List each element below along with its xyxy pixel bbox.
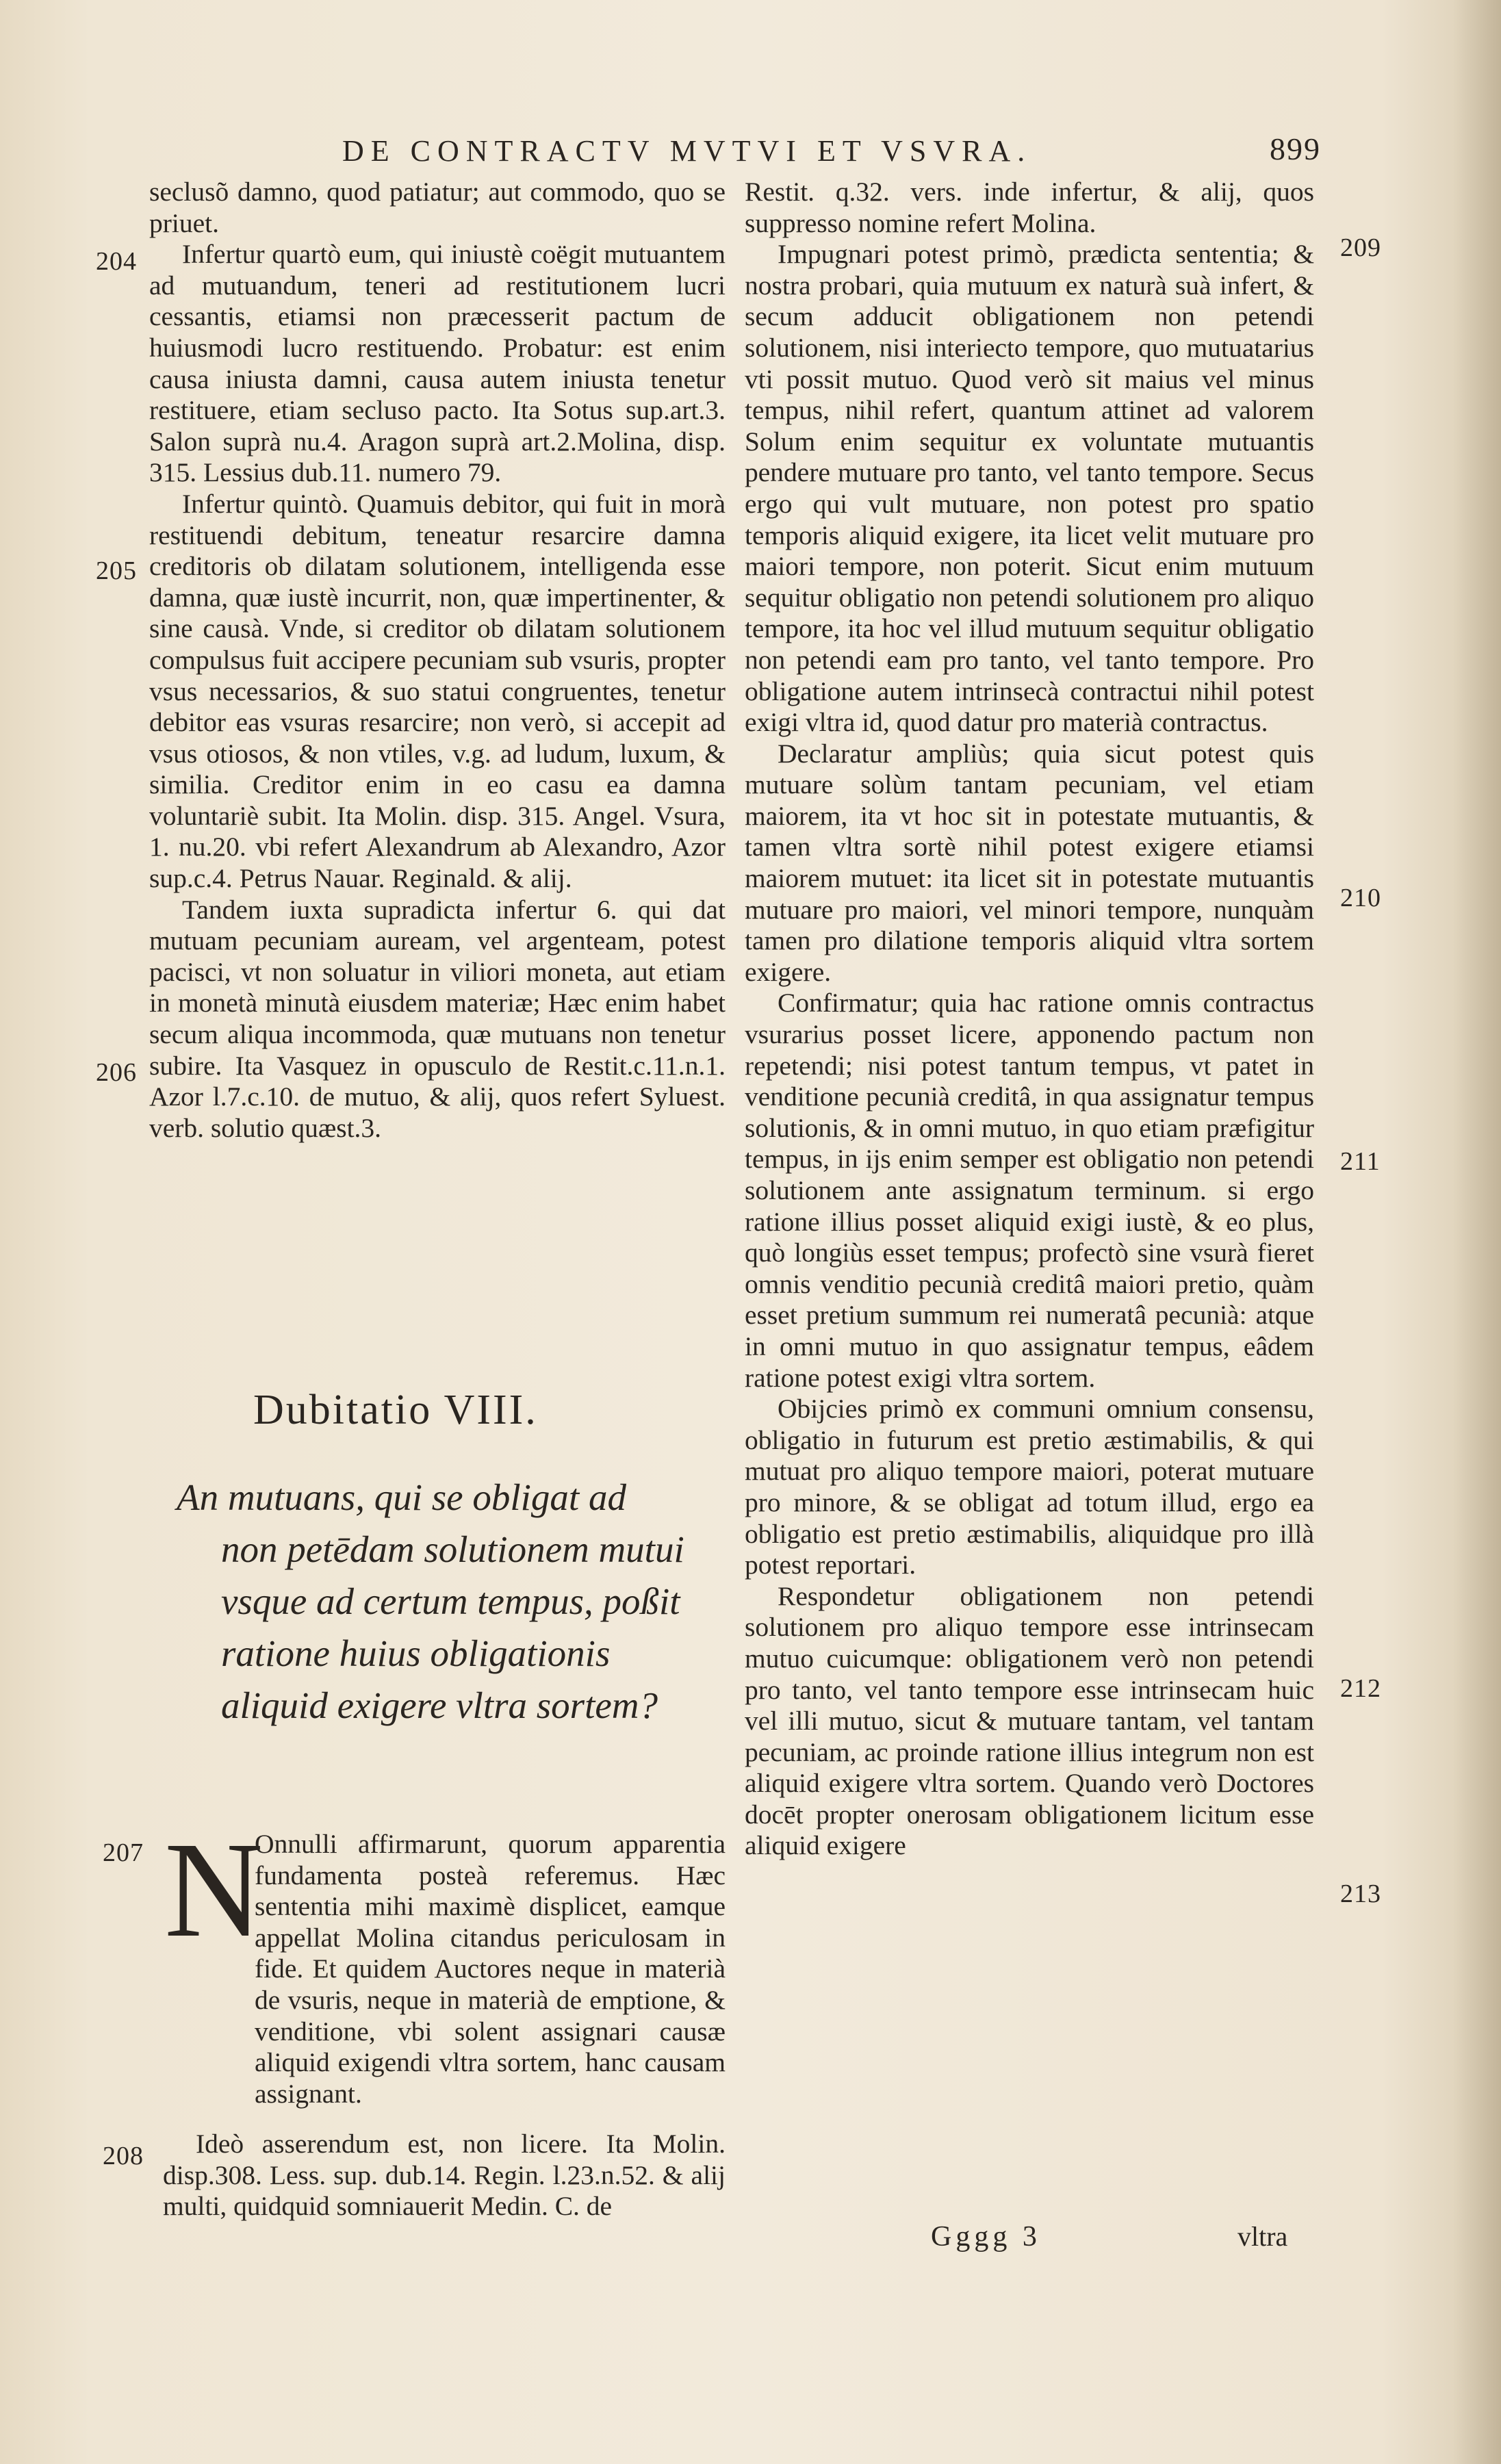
question-rest: non petēdam solutionem mutui vsque ad certum tempus, poßit ratione huius obligationis aliquid exigere vltra sortem?	[221, 1528, 684, 1726]
paragraph-208-block	[163, 2129, 726, 2222]
paragraph-210: Declaratur ampliùs; quia sicut potest quis mutuare solùm tantam pecuniam, vel etiam maiorem, ita vt hoc sit in potestate mutuantis, & tamen vltra sortè nihil potest exigere etiamsi maiorem mutuet: ita licet sit in potestate mutuantis mutuare pro maiori, vel minori tempore, nunquàm tamen pro dilatione temporis aliquid vltra sortem exigere.	[745, 738, 1314, 987]
page-header	[342, 133, 1335, 175]
left-column	[149, 177, 726, 1144]
margin-number-204: 204	[96, 247, 137, 276]
page-number: 899	[1270, 131, 1321, 166]
paragraph-212: Obijcies primò ex communi omnium consensu, obligatio in futurum est pretio æstimabilis, & qui mutuat pro aliquo tempore maiori, poterat mutuare pro minore, & se obligat ad totum illud, ergo ea obligatio est pretio æstimabilis, aliquidque pro illà potest reportari.	[745, 1394, 1314, 1580]
paragraph-207-block	[255, 1829, 726, 2109]
paragraph-continuation: seclusõ damno, quod patiatur; aut commodo, quo se priuet.	[149, 177, 726, 238]
page-edge-shadow	[1453, 0, 1501, 2464]
signature-mark: Gggg 3	[931, 2221, 1041, 2253]
margin-number-212: 212	[1340, 1674, 1381, 1703]
paragraph-continuation-right: Restit. q.32. vers. inde infertur, & alij, quos suppresso nomine refert Molina.	[745, 177, 1314, 238]
paragraph-211: Confirmatur; quia hac ratione omnis contractus vsurarius posset licere, apponendo pactum non repetendi; nisi potest tantum tempus, vt patet in venditione pecunià creditâ, in qua assignatur tempus solutionis, & in omni mutuo, in quo etiam præfigitur tempus, in ijs enim semper est obligatio non petendi solutionem ante assignatum terminum. si ergo ratione illius posset aliquid exigi iustè, & eo plus, quò longiùs esset tempus; profectò sine vsurà fieret omnis venditio pecunià creditâ maiori pretio, quàm esset pretium summum rei numeratâ pecunià: atque in omni mutuo in quo assignatur tempus, eâdem ratione potest exigi vltra sortem.	[745, 988, 1314, 1393]
running-title: DE CONTRACTV MVTVI ET VSVRA.	[342, 134, 1032, 168]
paragraph-213: Respondetur obligationem non petendi solutionem pro aliquo tempore esse intrinsecam mutuo cuicumque: obligationem verò non petendi pro tanto, vel tanto tempore esse intrinsecam huic vel illi mutuo, sicut & mutuare tantam, vel tantam pecuniam, ac proinde ratione illius integrum non est aliquid exigere vltra sortem. Quando verò Doctores docēt propter onerosam obligationem licitum esse aliquid exigere	[745, 1580, 1314, 1861]
paragraph-208: Ideò asserendum est, non licere. Ita Molin. disp.308. Less. sup. dub.14. Regin. l.23.n.52. & alij multi, quidquid somniauerit Medin. C. de	[163, 2129, 726, 2222]
paragraph-209: Impugnari potest primò, prædicta sententia; & nostra probari, quia mutuum ex naturà suà infert, & secum adducit obligationem non petendi solutionem, nisi interiecto tempore, quo mutuatarius vti possit mutuo. Quod verò sit maius vel minus tempus, nihil refert, quantum attinet ad valorem Solum enim sequitur ex voluntate mutuantis pendere mutuare pro tanto, vel tanto tempore. Secus ergo qui vult mutuare, non potest pro spatio temporis aliquid exigere, ita licet velit mutuare pro maiori tempore, non poterit. Sicut enim mutuum sequitur obligatio non petendi solutionem pro aliquo tempore, ita hoc vel illud mutuum sequitur obligatio non petendi eam pro tanto, vel tanto tempore. Pro obligatione autem intrinsecà contractui nihil potest exigi vltra id, quod datur pro materià contractus.	[745, 239, 1314, 738]
right-column	[745, 177, 1314, 1862]
paragraph-204: Infertur quartò eum, qui iniustè coëgit mutuantem ad mutuandum, teneri ad restitutionem lucri cessantis, etiamsi non præcesserit pactum de huiusmodi lucro restituendo. Probatur: est enim causa iniusta damni, causa autem iniusta tenetur restituere, etiam secluso pacto. Ita Sotus sup.art.3. Salon suprà nu.4. Aragon suprà art.2.Molina, disp. 315. Lessius dub.11. numero 79.	[149, 239, 726, 488]
paragraph-205: Infertur quintò. Quamuis debitor, qui fuit in morà restituendi debitum, teneatur resarcire damna creditoris ob dilatam solutionem, intelligenda esse damna, quæ iustè incurrit, non, quæ impertinenter, & sine causà. Vnde, si creditor ob dilatam solutionem compulsus fuit accipere pecuniam sub vsuris, propter vsus necessarios, & suo statui congruentes, tenetur debitor eas vsuras resarcire; non verò, si accepit ad vsus otiosos, & non vtiles, v.g. ad ludum, luxum, & similia. Creditor enim in eo casu ea damna voluntariè subit. Ita Molin. disp. 315. Angel. Vsura, 1. nu.20. vbi refert Alexandrum ab Alexandro, Azor sup.c.4. Petrus Nauar. Reginald. & alij.	[149, 488, 726, 894]
margin-number-205: 205	[96, 556, 137, 585]
question-first-line: An mutuans, qui se obligat ad	[177, 1476, 626, 1518]
margin-number-209: 209	[1340, 233, 1381, 262]
margin-number-206: 206	[96, 1058, 137, 1087]
paragraph-206: Tandem iuxta supradicta infertur 6. qui dat mutuam pecuniam auream, vel argenteam, potest pacisci, vt non soluatur in viliori moneta, aut etiam in monetà minutà eiusdem materiæ; Hæc enim habet secum aliqua incommoda, quæ mutuans non tenetur subire. Ita Vasquez in opusculo de Restit.c.11.n.1. Azor l.7.c.10. de mutuo, & alij, quos refert Syluest. verb. solutio quæst.3.	[149, 894, 726, 1143]
margin-number-210: 210	[1340, 884, 1381, 912]
drop-cap: N	[164, 1814, 264, 1966]
margin-number-211: 211	[1340, 1147, 1381, 1176]
margin-number-208: 208	[103, 2142, 144, 2170]
dubitatio-question	[177, 1472, 724, 1732]
catchword: vltra	[1237, 2221, 1288, 2252]
dubitatio-heading: Dubitatio VIII.	[253, 1387, 538, 1433]
paragraph-207: Onnulli affirmarunt, quorum apparentia fundamenta posteà referemus. Hæc sententia mihi maximè displicet, eamque appellat Molina citandus periculosam in fide. Et quidem Auctores neque in materià de vsuris, neque in materià de emptione, & venditione, vbi solent assignari causæ aliquid exigendi vltra sortem, hanc causam assignant.	[255, 1829, 726, 2109]
margin-number-213: 213	[1340, 1879, 1381, 1908]
margin-number-207: 207	[103, 1838, 144, 1867]
